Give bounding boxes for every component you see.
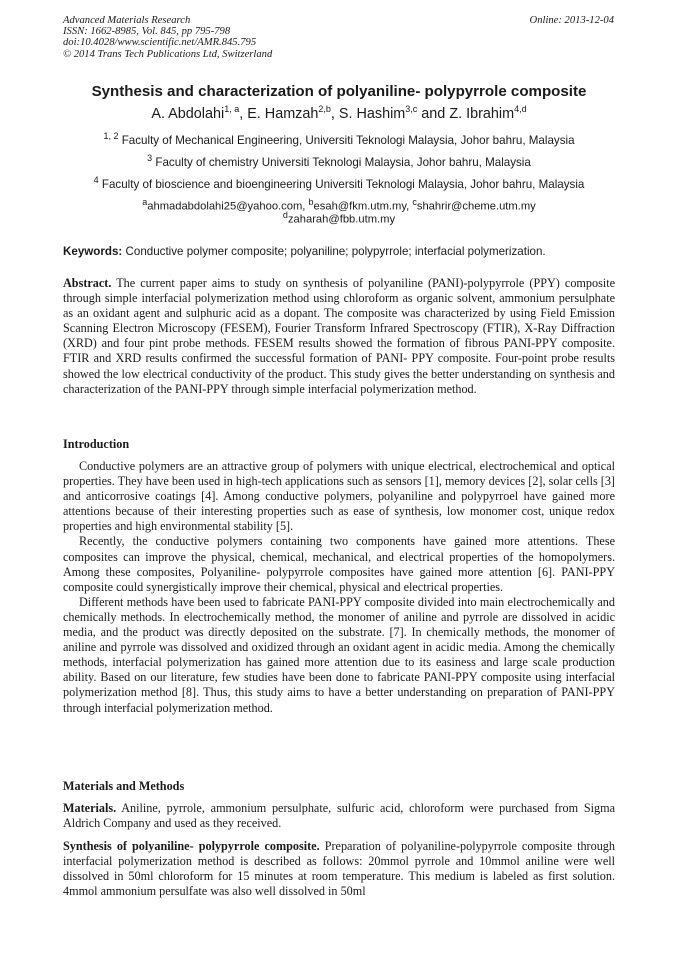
author-sup: 2,b [318, 104, 331, 114]
keywords-text: Conductive polymer composite; polyaniline; polypyrrole; interfacial polymerization. [122, 245, 546, 258]
abstract-text: The current paper aims to study on synthesis of polyaniline (PANI)-polypyrrole (PPY) composite through simple interfacial polymerization method using chloroform as organic solvent, ammonium persulphate as an oxidant agent and sulphuric acid as a dopant. The composite was characterized by using Field Emission Scanning Electron Microscopy (FESEM), Fourier Transform Infrared Spectroscopy (FTIR), X-Ray Diffraction (XRD) and four pint probe methods. FESEM results showed the formation of fibrous PANI-PPY composite. FTIR and XRD results confirmed the successful formation of PANI- PPY composite. Four-point probe results showed the low electrical conductivity of the product. This study gives the better understanding on synthesis and characterization of the PANI-PPY through simple interfacial polymerization method. [63, 276, 615, 396]
email-sup: d [282, 210, 288, 220]
doi-line: doi:10.4028/www.scientific.net/AMR.845.795 [63, 37, 257, 49]
author-sup: 1, a [224, 104, 240, 114]
affiliation [20, 131, 658, 147]
author-sup: 3,c [405, 104, 418, 114]
affiliation [20, 153, 658, 169]
affiliation-text: Faculty of Mechanical Engineering, Universiti Teknologi Malaysia, Johor bahru, Malaysia [121, 133, 575, 147]
issn-line: ISSN: 1662-8985, Vol. 845, pp 795-798 [63, 26, 231, 38]
affiliation-sup: 4 [93, 175, 99, 185]
introduction-heading: Introduction [63, 437, 130, 451]
email-d[interactable]: zaharah@fbb.utm.my [287, 213, 396, 226]
email-a[interactable]: ahmadabdolahi25@yahoo.com, [147, 200, 309, 213]
author-list [40, 104, 638, 122]
synthesis-text: Preparation of polyaniline-polypyrrole composite through interfacial polymerization method is described as follows: 20mmol pyrrole and 10mmol aniline were well dissolved in 50ml chloroform for 15 minutes at room temperature. This medium is labeled as first solution. 4mmol ammonium persulfate was also well dissolved in 50ml [63, 839, 615, 899]
materials-text: Aniline, pyrrole, ammonium persulphate, sulfuric acid, chloroform were purchased from Sigma Aldrich Company and used as they received. [63, 801, 615, 831]
author-separator: and [417, 105, 450, 122]
methods-heading: Materials and Methods [63, 779, 185, 793]
author-sup: 4,d [514, 104, 527, 114]
keywords-label: Keywords: [63, 245, 123, 258]
affiliation-sup: 1, 2 [103, 131, 119, 141]
author-name: Z. Ibrahim [449, 105, 515, 122]
author-name: E. Hamzah [247, 105, 319, 122]
abstract [63, 276, 615, 397]
affiliation-text: Faculty of chemistry Universiti Teknologi Malaysia, Johor bahru, Malaysia [155, 155, 531, 169]
synthesis-paragraph [63, 839, 615, 899]
copyright-line: © 2014 Trans Tech Publications Ltd, Switzerland [63, 48, 273, 60]
abstract-label: Abstract. [63, 276, 112, 290]
email-b[interactable]: esah@fkm.utm.my, [313, 200, 413, 213]
author-name: S. Hashim [338, 105, 406, 122]
affiliation-sup: 3 [147, 153, 153, 163]
paragraph: Conductive polymers are an attractive group of polymers with unique electrical, electrochemical and optical properties. They have been used in high-tech applications such as sensors [1], memory devices [2], solar cells [3] and anticorrosive coatings [4]. Among conductive polymers, polyaniline and polypyrroel have gained more attentions because of their interesting properties such as ease of synthesis, low monomer cost, unique redox properties and high environmental stability [5]. [63, 459, 615, 534]
online-date: Online: 2013-12-04 [529, 15, 614, 26]
materials-label: Materials. [63, 801, 117, 815]
paragraph: Different methods have been used to fabricate PANI-PPY composite divided into main electrochemically and chemically methods. In electrochemically method, the monomer of aniline and pyrrole are dissolved in acidic media, and the product was directly deposited on the substrate. [7]. In chemically methods, the monomer of aniline and pyrrole was dissolved and oxidized through an oxidant agent in acidic media. Among the chemically methods, interfacial polymerization has gained more attention due to its easiness and large scale production ability. Based on our literature, few studies have been done to fabricate PANI-PPY composite using interfacial polymerization method [8]. Thus, this study aims to have a better understanding on preparation of PANI-PPY through interfacial polymerization method. [63, 594, 615, 715]
author-separator: , [330, 105, 339, 122]
email-sup: a [142, 197, 148, 207]
author-separator: , [239, 105, 248, 122]
affiliation-text: Faculty of bioscience and bioengineering Universiti Teknologi Malaysia, Johor bahru, Malaysia [101, 177, 585, 191]
email-sup: b [308, 197, 314, 207]
author-name: A. Abdolahi [151, 105, 225, 122]
email-line [40, 209, 638, 227]
synthesis-label: Synthesis of polyaniline- polypyrrole composite. [63, 839, 320, 853]
paper-title: Synthesis and characterization of polyaniline- polypyrrole composite [91, 83, 587, 100]
affiliation [20, 175, 658, 191]
keywords [63, 245, 623, 258]
journal-name: Advanced Materials Research [63, 15, 191, 26]
introduction-body [63, 459, 615, 716]
email-sup: c [412, 197, 417, 207]
paragraph: Recently, the conductive polymers containing two components have gained more attentions. These composites can improve the physical, chemical, mechanical, and electrical properties of the homopolymers. Among these composites, Polyaniline- polypyrrole composites have gained more attention [6]. PANI-PPY composite could synergistically improve their chemical, physical and electrical properties. [63, 534, 615, 594]
email-c[interactable]: shahrir@cheme.utm.my [416, 200, 536, 213]
journal-header [63, 15, 483, 60]
materials-paragraph [63, 801, 615, 831]
